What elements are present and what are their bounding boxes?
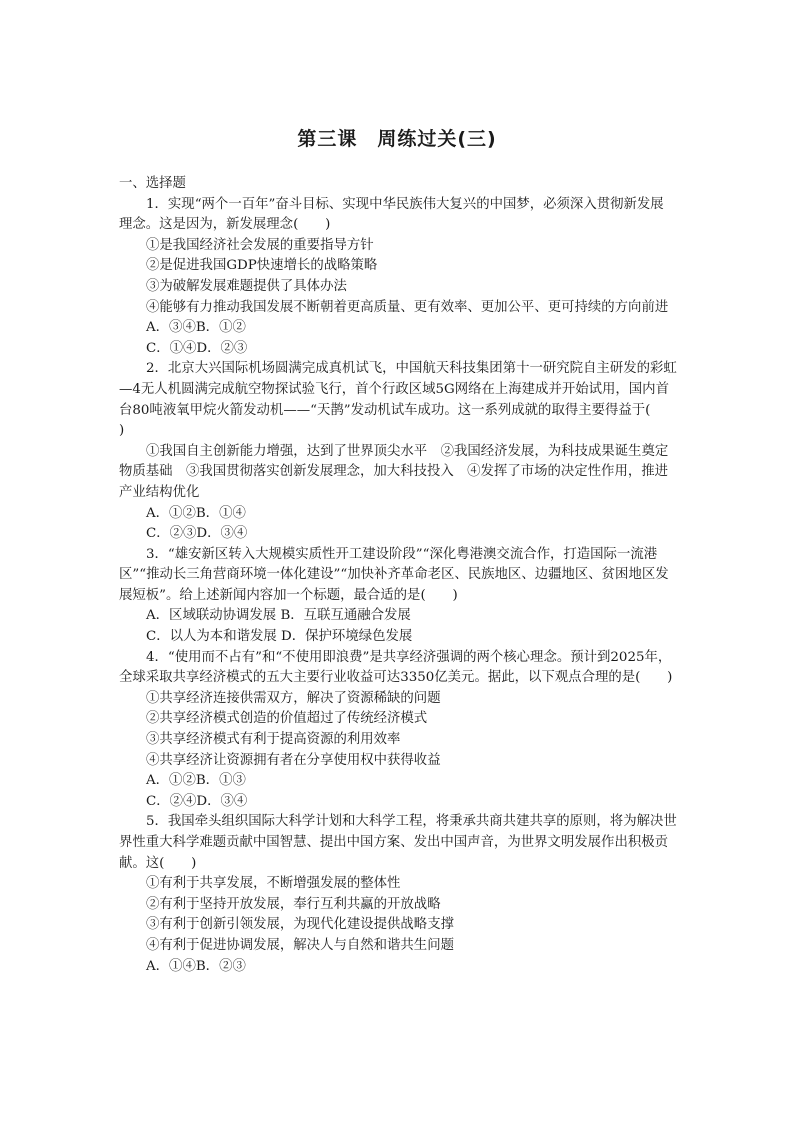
statement-item: ④能够有力推动我国发展不断朝着更高质量、更有效率、更加公平、更可持续的方向前进	[146, 299, 669, 315]
question-stem: 4．“使用而不占有”和“不使用即浪费”是共享经济强调的两个核心理念。预计到2025年，全球采取共享经济模式的五大主要行业收益可达3350亿美元。据此，以下观点合理的是( )	[119, 649, 673, 686]
statement-item: ②是促进我国GDP快速增长的战略策略	[146, 258, 378, 274]
statement-item: ④有利于促进协调发展，解决人与自然和谐共生问题	[146, 937, 454, 953]
statement-item: ①共享经济连接供需双方，解决了资源稀缺的问题	[146, 690, 441, 706]
exercise-content	[119, 174, 677, 977]
answer-options: A．①②B．①③	[146, 773, 246, 789]
statement-item: ④共享经济让资源拥有者在分享使用权中获得收益	[146, 752, 441, 768]
answer-options: C．②④D．③④	[146, 793, 248, 809]
statement-item: ③共享经济模式有利于提高资源的利用效率	[146, 732, 401, 748]
question-2	[119, 359, 677, 544]
answer-options: A．③④B．①②	[146, 320, 246, 336]
answer-options: C．②③D．③④	[146, 526, 248, 542]
question-stem: 3．“雄安新区转入大规模实质性开工建设阶段”“深化粤港澳交流合作，打造国际一流港区”“推动长三角营商环境一体化建设”“加快补齐革命老区、民族地区、边疆地区、贫困地区发展短板”。给上述新闻内容加一个标题，最合适的是( )	[119, 546, 669, 603]
question-5	[119, 812, 677, 977]
question-stem: 5．我国牵头组织国际大科学计划和大科学工程，将秉承共商共建共享的原则，将为解决世界性重大科学难题贡献中国智慧、提出中国方案、发出中国声音，为世界文明发展作出积极贡献。这( )	[119, 814, 677, 871]
statement-item: ①是我国经济社会发展的重要指导方针	[146, 237, 374, 253]
statement-item: ②有利于坚持开放发展，奉行互利共赢的开放战略	[146, 896, 441, 912]
answer-options: A．①④B．②③	[146, 958, 246, 974]
statement-item: ③为破解发展难题提供了具体办法	[146, 278, 347, 294]
question-1	[119, 195, 677, 360]
section-heading: 一、选择题	[119, 176, 186, 191]
question-3	[119, 545, 677, 648]
page-title: 第三课 周练过关(三)	[297, 128, 497, 150]
answer-options: A．区域联动协调发展 B．互联互通融合发展	[146, 608, 411, 624]
answer-options: A．①②B．①④	[146, 505, 246, 521]
statement-item: ①有利于共享发展，不断增强发展的整体性	[146, 876, 401, 892]
question-4	[119, 648, 677, 813]
question-stem: 2．北京大兴国际机场圆满完成真机试飞，中国航天科技集团第十一研究院自主研发的彩虹—4无人机圆满完成航空物探试验飞行，首个行政区域5G网络在上海建成并开始试用，国内首台80吨液氧甲烷火箭发动机——“天鹊”发动机试车成功。这一系列成就的取得主要得益于( )	[119, 361, 678, 439]
answer-options: C．以人为本和谐发展 D．保护环境绿色发展	[146, 629, 413, 645]
statement-item: ①我国自主创新能力增强，达到了世界顶尖水平 ②我国经济发展，为科技成果诞生奠定物质基础 ③我国贯彻落实创新发展理念，加大科技投入 ④发挥了市场的决定性作用，推进产业结构优化	[119, 443, 669, 500]
statement-item: ③有利于创新引领发展，为现代化建设提供战略支撑	[146, 917, 454, 933]
statement-item: ②共享经济模式创造的价值超过了传统经济模式	[146, 711, 428, 727]
answer-options: C．①④D．②③	[146, 340, 248, 356]
question-stem: 1．实现“两个一百年”奋斗目标、实现中华民族伟大复兴的中国梦，必须深入贯彻新发展理念。这是因为，新发展理念( )	[119, 196, 664, 233]
